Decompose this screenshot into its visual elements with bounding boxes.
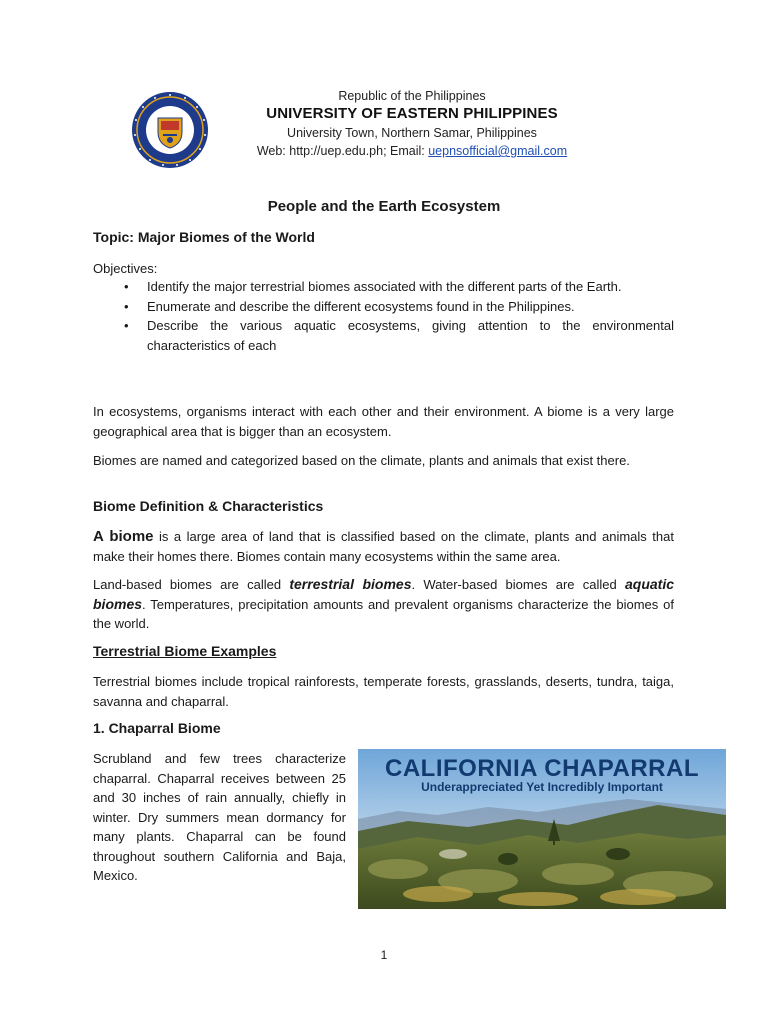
document-title: People and the Earth Ecosystem	[267, 198, 501, 215]
university-seal-logo	[130, 90, 210, 170]
objectives-label: Objectives:	[93, 261, 158, 276]
page-number: 1	[380, 948, 388, 962]
topic-heading: Topic: Major Biomes of the World	[93, 229, 315, 245]
letterhead-address: University Town, Northern Samar, Philippines	[287, 126, 537, 140]
term-aquatic-biomes: aquatic biomes	[93, 576, 674, 612]
letterhead	[222, 88, 602, 160]
email-link[interactable]: uepnsofficial@gmail.com	[428, 144, 568, 158]
letterhead-republic: Republic of the Philippines	[338, 89, 486, 103]
letterhead-university-name: UNIVERSITY OF EASTERN PHILIPPINES	[266, 105, 558, 122]
bullet-icon: •	[124, 318, 129, 333]
paragraph-biome-types: Land-based biomes are called terrestrial biomes. Water-based biomes are called aquatic biomes. Temperatures, precipitation amounts and prevalent organisms characterize the biomes of the world.	[93, 576, 674, 631]
bullet-icon: •	[124, 298, 129, 314]
paragraph-biome-naming: Biomes are named and categorized based on the climate, plants and animals that exist there.	[93, 453, 630, 468]
heading-biome-definition: Biome Definition & Characteristics	[93, 498, 324, 514]
bullet-icon: •	[124, 279, 129, 294]
paragraph-ecosystems: In ecosystems, organisms interact with each other and their environment. A biome is a very large geographical area that is bigger than an ecosystem.	[93, 404, 674, 439]
list-item: • Enumerate and describe the different ecosystems found in the Philippines.	[93, 297, 674, 317]
list-item: • Describe the various aquatic ecosystems, giving attention to the environmental characteristics of each	[124, 318, 674, 353]
list-item: • Identify the major terrestrial biomes associated with the different parts of the Earth.	[93, 277, 674, 297]
letterhead-web: Web: http://uep.edu.ph; Email:	[256, 144, 429, 158]
term-a-biome: A biome	[93, 528, 154, 545]
paragraph-terrestrial-list: Terrestrial biomes include tropical rainforests, temperate forests, grasslands, deserts, tundra, taiga, savanna and chaparral.	[93, 674, 674, 709]
letterhead-contact	[222, 142, 602, 160]
paragraph-biome-definition: A biome is a large area of land that is classified based on the climate, plants and animals that make their homes there. Biomes contain many ecosystems within the same area.	[93, 528, 674, 564]
paragraph-chaparral: Scrubland and few trees characterize chaparral. Chaparral receives between 25 and 30 inches of rain annually, chiefly in winter. Dry summers mean dormancy for many plants. Chaparral can be found throughout southern California and Baja, Mexico.	[93, 751, 346, 883]
image-subtitle-text: Underappreciated Yet Incredibly Important	[421, 780, 663, 794]
heading-terrestrial-examples: Terrestrial Biome Examples	[93, 643, 277, 659]
objectives-list	[93, 277, 674, 355]
term-terrestrial-biomes: terrestrial biomes	[289, 576, 412, 592]
image-title-text: CALIFORNIA CHAPARRAL	[385, 755, 699, 782]
heading-chaparral-biome: 1. Chaparral Biome	[93, 720, 221, 736]
chaparral-photo	[358, 749, 726, 909]
